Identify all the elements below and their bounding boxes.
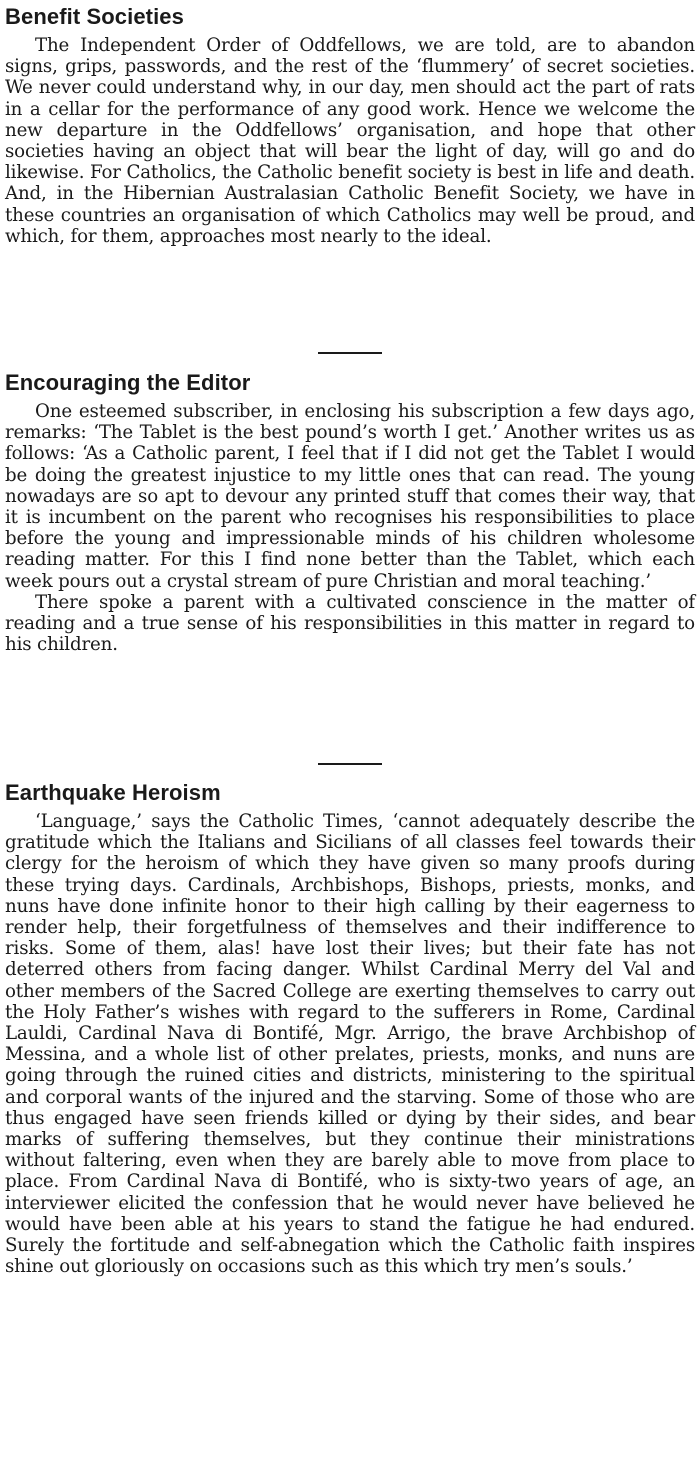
section-divider xyxy=(0,763,700,765)
article-paragraph: The Independent Order of Oddfellows, we are told, are to abandon signs, grips, passwords, and the rest of the ‘flummery’ of secret societies. We never could understand why, in our day, men should act the part of rats in a cellar for the performance of any good work. Hence we welcome the new departure in the Oddfellows’ organisation, and hope that other societies having an object that will bear the light of day, will go and do likewise. For Catholics, the Catholic benefit society is best in life and death. And, in the Hibernian Australasian Catholic Benefit Society, we have in these countries an organisation of which Catholics may well be proud, and which, for them, approaches most nearly to the ideal. xyxy=(5,35,695,247)
article-paragraph: One esteemed subscriber, in enclosing his subscription a few days ago, remarks: ‘The Tablet is the best pound’s worth I get.’ Another writes us as follows: ‘As a Catholic parent, I feel that if I did not get the Tablet I would be doing the greatest injustice to my little ones that can read. The young nowadays are so apt to devour any printed stuff that comes their way, that it is incumbent on the parent who recognises his responsibilities to place before the young and impressionable minds of his children wholesome reading matter. For this I find none better than the Tablet, which each week pours out a crystal stream of pure Christian and moral teaching.’ xyxy=(5,401,695,592)
heading-wrap xyxy=(5,370,695,396)
heading-wrap xyxy=(5,4,695,30)
article-paragraph: There spoke a parent with a cultivated conscience in the matter of reading and a true sense of his responsibilities in this matter in regard to his children. xyxy=(5,591,695,656)
section-divider xyxy=(0,352,700,354)
divider-rule xyxy=(318,352,382,354)
section-heading: Earthquake Heroism xyxy=(5,780,221,805)
section-heading: Benefit Societies xyxy=(5,4,184,29)
divider-rule xyxy=(318,763,382,765)
article-encouraging-the-editor xyxy=(5,370,695,655)
heading-wrap xyxy=(5,780,695,806)
article-paragraph: ‘Language,’ says the Catholic Times, ‘cannot adequately describe the gratitude which the Italians and Sicilians of all classes feel towards their clergy for the heroism of which they have given so many proofs during these trying days. Cardinals, Archbishops, Bishops, priests, monks, and nuns have done infinite honor to their high calling by their eagerness to render help, their forgetfulness of themselves and their indifference to risks. Some of them, alas! have lost their lives; but their fate has not deterred others from facing danger. Whilst Cardinal Merry del Val and other members of the Sacred College are exerting themselves to carry out the Holy Father’s wishes with regard to the sufferers in Rome, Cardinal Lauldi, Cardinal Nava di Bontifé, Mgr. Arrigo, the brave Archbishop of Messina, and a whole list of other prelates, priests, monks, and nuns are going through the ruined cities and districts, ministering to the spiritual and corporal wants of the injured and the starving. Some of those who are thus engaged have seen friends killed or dying by their sides, and bear marks of suffering themselves, but they continue their ministrations without faltering, even when they are barely able to move from place to place. From Cardinal Nava di Bontifé, who is sixty-two years of age, an interviewer elicited the confession that he would never have believed he would have been able at his years to stand the fatigue he had endured. Surely the fortitude and self-abnegation which the Catholic faith inspires shine out gloriously on occasions such as this which try men’s souls.’ xyxy=(5,811,695,1278)
article-earthquake-heroism xyxy=(5,780,695,1277)
section-heading: Encouraging the Editor xyxy=(5,370,251,395)
article-benefit-societies xyxy=(5,4,695,247)
